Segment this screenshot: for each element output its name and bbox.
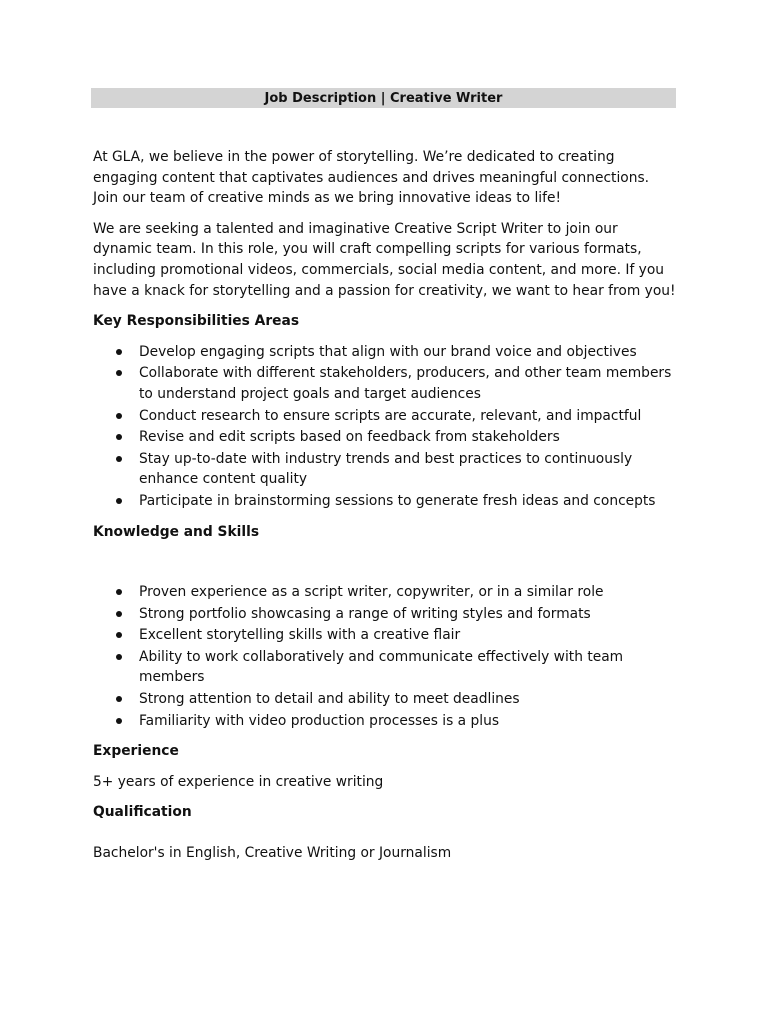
document-body xyxy=(93,147,676,874)
list-item: Revise and edit scripts based on feedback from stakeholders xyxy=(139,427,676,448)
qualification-text: Bachelor's in English, Creative Writing or Journalism xyxy=(93,845,452,862)
list-item: Strong portfolio showcasing a range of writing styles and formats xyxy=(139,604,676,625)
list-item: Ability to work collaboratively and communicate effectively with team members xyxy=(139,647,676,688)
list-item: Familiarity with video production processes is a plus xyxy=(139,711,676,732)
list-item: Participate in brainstorming sessions to generate fresh ideas and concepts xyxy=(139,491,676,512)
experience-text: 5+ years of experience in creative writing xyxy=(93,773,384,790)
list-item: Develop engaging scripts that align with our brand voice and objectives xyxy=(139,342,676,363)
list-item: Proven experience as a script writer, copywriter, or in a similar role xyxy=(139,582,676,603)
list-item: Strong attention to detail and ability to meet deadlines xyxy=(139,689,676,710)
qualification-heading: Qualification xyxy=(93,804,192,821)
spacer xyxy=(93,833,676,843)
title-bar xyxy=(91,88,676,108)
list-item: Stay up-to-date with industry trends and best practices to continuously enhance content quality xyxy=(139,449,676,490)
responsibilities-heading: Key Responsibilities Areas xyxy=(93,313,300,330)
document-title: Job Description | Creative Writer xyxy=(264,90,503,106)
list-item: Conduct research to ensure scripts are accurate, relevant, and impactful xyxy=(139,406,676,427)
experience-heading: Experience xyxy=(93,743,179,760)
list-item: Collaborate with different stakeholders, producers, and other team members to understand project goals and target audiences xyxy=(139,363,676,404)
list-item: Excellent storytelling skills with a creative flair xyxy=(139,625,676,646)
responsibilities-list xyxy=(93,342,676,512)
skills-list xyxy=(93,582,676,731)
spacer xyxy=(93,552,676,582)
skills-heading: Knowledge and Skills xyxy=(93,523,260,540)
intro-paragraph: We are seeking a talented and imaginative Creative Script Writer to join our dynamic team. In this role, you will craft compelling scripts for various formats, including promotional videos, commercials, social media content, and more. If you have a knack for storytelling and a passion for creativity, we want to hear from you! xyxy=(93,220,676,299)
intro-paragraph: At GLA, we believe in the power of storytelling. We’re dedicated to creating engaging content that captivates audiences and drives meaningful connections. Join our team of creative minds as we bring innovative ideas to life! xyxy=(93,149,650,207)
